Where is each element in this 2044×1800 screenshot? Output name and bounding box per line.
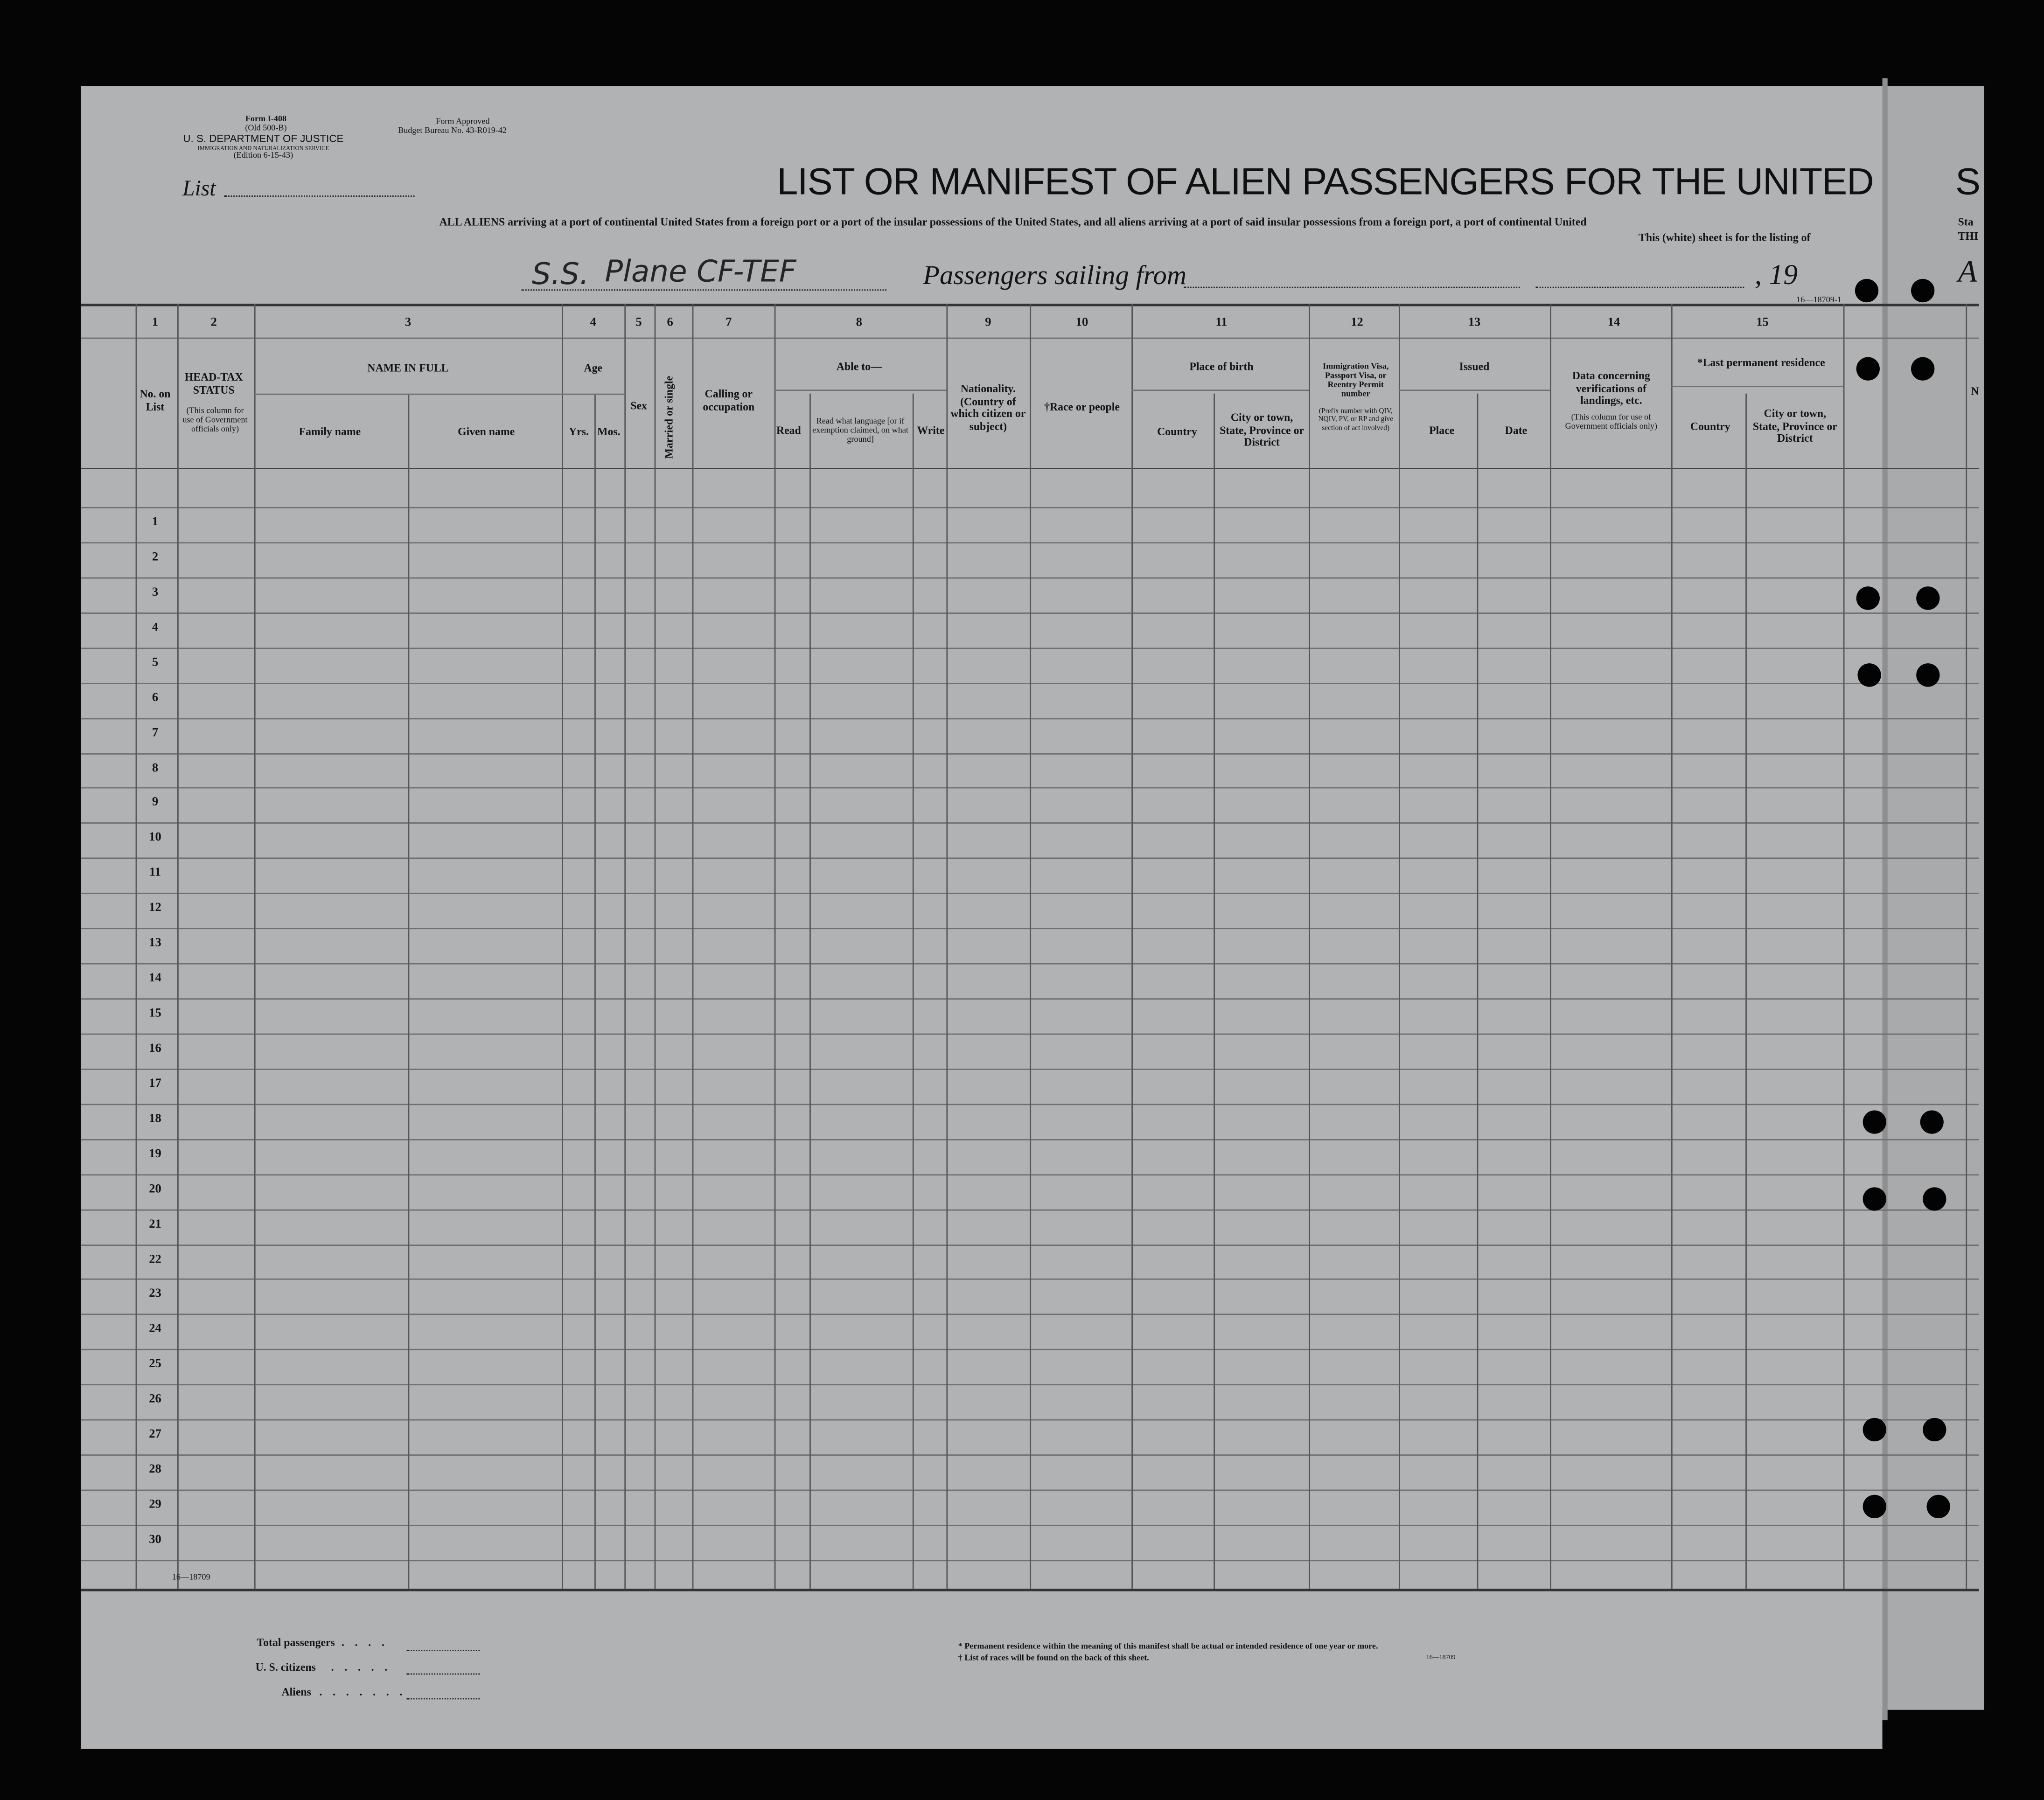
column-line [1214,394,1215,1589]
row-number: 10 [149,831,161,845]
column-line [1399,304,1400,1589]
aliens-leader: . . . . . . . [319,1685,406,1698]
punch-hole [1920,1110,1944,1133]
row-number: 23 [149,1287,161,1301]
col-number-7: 7 [726,316,732,330]
header-write: Write [917,424,945,437]
column-line [408,394,410,1589]
footnote-code: 16—18709 [1426,1655,1456,1662]
col-number-12: 12 [1351,316,1363,330]
form-approved: Form Approved [436,117,490,127]
name-subdivider [254,394,562,395]
column-line [1477,394,1479,1589]
header-head-tax-note: (This column for use of Government officials only) [182,406,248,434]
header-age: Age [584,361,603,374]
punch-hole [1916,663,1939,687]
birth-subdivider [1131,389,1309,391]
header-landings-note: (This column for use of Government officials only) [1565,413,1658,431]
row-number: 22 [149,1253,161,1267]
table-bottom-border [81,1589,1979,1592]
row-number: 7 [152,727,159,740]
header-residence-city: City or town, State, Province or District [1752,406,1837,445]
footnote-permanent: * Permanent residence within the meaning of this manifest shall be actual or intended residence of one year or more. [958,1642,1378,1651]
old-form-number: (Old 500-B) [245,124,287,133]
col-number-5: 5 [635,316,642,330]
column-line [1131,304,1133,1589]
residence-subdivider [1671,386,1843,387]
vessel-blank [522,289,886,291]
footnote-races: † List of races will be found on the back of this sheet. [958,1654,1149,1663]
vessel-name: Plane CF-TEF [605,255,796,290]
total-passengers-leader: . . . . [342,1635,389,1649]
header-landings: Data concerning verifications of landings, etc. [1572,368,1650,407]
col-number-8: 8 [856,316,862,330]
punch-hole [1863,1110,1886,1133]
header-calling: Calling or occupation [703,387,755,413]
sheet-fold [1883,78,1888,1720]
row-number: 30 [149,1534,161,1547]
column-line [1671,304,1673,1589]
col-number-14: 14 [1607,316,1620,330]
row-number: 9 [152,796,159,810]
issued-subdivider [1399,389,1550,391]
us-citizens-leader: . . . . . [331,1660,391,1674]
column-line [1745,394,1747,1589]
able-subdivider [774,389,947,391]
header-visa: Immigration Visa, Passport Visa, or Reentry Permit number [1323,362,1389,399]
header-issued-date: Date [1505,424,1528,437]
year-label: , 19 [1754,258,1798,291]
instructions-continued: This (white) sheet is for the listing of [1639,230,1811,244]
sailing-date-blank [1535,287,1744,288]
column-line [562,304,563,1589]
column-line [1309,304,1310,1589]
manifest-sheet [81,86,1882,1749]
row-number: 18 [149,1113,161,1126]
header-race: †Race or people [1044,400,1120,413]
header-birth-city: City or town, State, Province or District [1220,410,1305,449]
header-sex: Sex [630,398,647,412]
row-number: 17 [149,1077,161,1091]
punch-hole [1856,586,1880,610]
next-sheet-text-fragment-2: THI [1958,229,1979,243]
column-line [692,304,694,1589]
ss-label: S.S. [531,258,589,292]
column-line [136,304,137,1589]
column-line [1966,304,1967,1589]
punch-hole [1856,357,1880,381]
col-number-4: 4 [590,316,596,330]
column-line [254,304,256,1589]
age-subdivider [562,394,624,395]
header-head-tax: HEAD-TAX STATUS [184,370,243,396]
header-place-of-birth: Place of birth [1189,360,1254,373]
print-code: 16—18709 [172,1573,210,1582]
department: U. S. DEPARTMENT OF JUSTICE [183,132,344,145]
punch-hole [1927,1495,1950,1518]
total-passengers-blank [407,1650,480,1651]
row-number: 2 [152,551,159,564]
budget-bureau: Budget Bureau No. 43-R019-42 [398,126,507,136]
row-number: 26 [149,1393,161,1406]
header-visa-note: (Prefix number with QIV, NQIV, PV, or RP and give section of act involved) [1318,408,1394,432]
list-blank [224,195,415,197]
row-number: 12 [149,902,161,915]
punch-hole [1911,357,1934,381]
col-number-13: 13 [1468,316,1481,330]
row-number: 8 [152,762,159,776]
row-number: 20 [149,1183,161,1196]
col-number-15: 15 [1756,316,1769,330]
col-number-9: 9 [985,316,991,330]
punch-hole [1923,1187,1946,1210]
column-line [913,394,914,1589]
next-sheet-column-fragment: N [1971,384,1979,398]
column-line [624,304,626,1589]
header-given-name: Given name [458,424,515,438]
column-line [946,304,948,1589]
header-name-in-full: NAME IN FULL [367,361,449,374]
header-able-to: Able to— [836,360,882,373]
column-line [594,394,596,1589]
edition: (Edition 6-15-43) [233,151,293,160]
col-number-1: 1 [152,316,159,330]
row-number: 25 [149,1358,161,1371]
form-title: LIST OR MANIFEST OF ALIEN PASSENGERS FOR THE UNITED [777,161,1874,203]
form-number: Form I-408 [245,114,287,124]
adjacent-sheet-edge [1883,86,1984,1710]
column-line [177,304,179,1589]
row-number: 19 [149,1148,161,1161]
service: IMMIGRATION AND NATURALIZATION SERVICE [197,145,329,152]
header-issued-place: Place [1429,424,1455,437]
column-line [655,304,656,1589]
aliens-label: Aliens [281,1685,311,1698]
row-number: 13 [149,937,161,950]
col-number-2: 2 [210,316,217,330]
header-mos: Mos. [597,424,621,438]
col-number-3: 3 [405,316,412,330]
punch-hole [1857,663,1881,687]
header-residence-country: Country [1690,419,1730,433]
col-number-6: 6 [667,316,673,330]
row-number: 29 [149,1499,161,1512]
row-number: 21 [149,1218,161,1232]
column-line [1843,304,1845,1589]
instructions: ALL ALIENS arriving at a port of continental United States from a foreign port or a port of the insular possessions of the United States, and all aliens arriving at a port of said insular possessions from a foreign port, a port of continental United [439,215,1587,228]
header-family-name: Family name [299,424,361,438]
row-number: 11 [149,867,161,880]
next-sheet-title-fragment: S [1955,161,1980,203]
next-sheet-text-fragment-1: Sta [1958,215,1974,228]
row-number: 27 [149,1428,161,1442]
column-line [809,394,811,1589]
punch-hole [1863,1418,1886,1441]
print-code-top: 16—18709-1 [1796,296,1842,305]
punch-hole [1855,279,1878,302]
header-read-language: Read what language [or if exemption claimed, on what ground] [812,417,908,445]
aliens-blank [407,1698,480,1700]
total-passengers-label: Total passengers [257,1635,335,1649]
punch-hole [1916,586,1939,610]
header-last-residence: *Last permanent residence [1697,355,1825,369]
header-birth-country: Country [1157,424,1197,438]
header-nationality: Nationality. (Country of which citizen or subject) [950,382,1026,432]
sailing-port-blank [1184,287,1520,288]
row-number: 24 [149,1322,161,1336]
row-number: 14 [149,972,161,986]
punch-hole [1923,1418,1946,1441]
header-read: Read [776,424,801,437]
punch-hole [1863,1187,1886,1210]
row-number: 1 [152,516,159,529]
column-line [774,304,776,1589]
col-number-11: 11 [1215,316,1228,330]
row-number: 6 [152,692,159,705]
punch-hole [1911,279,1934,302]
header-yrs: Yrs. [569,424,589,438]
row-number: 15 [149,1007,161,1021]
row-number: 5 [152,657,159,670]
row-number: 16 [149,1042,161,1056]
next-sheet-text-fragment-3: A [1958,255,1977,290]
column-line [1030,304,1031,1589]
column-line [1550,304,1551,1589]
col-number-10: 10 [1075,316,1088,330]
row-number: 28 [149,1463,161,1477]
us-citizens-label: U. S. citizens [255,1660,316,1674]
header-issued: Issued [1459,360,1490,373]
row-number: 4 [152,621,159,635]
header-no-on-list: No. on List [140,387,171,413]
sailing-from-label: Passengers sailing from [923,259,1187,291]
row-number: 3 [152,586,159,600]
list-label: List [182,176,216,201]
us-citizens-blank [407,1673,480,1675]
header-married: Married or single [662,375,676,459]
punch-hole [1863,1495,1886,1518]
